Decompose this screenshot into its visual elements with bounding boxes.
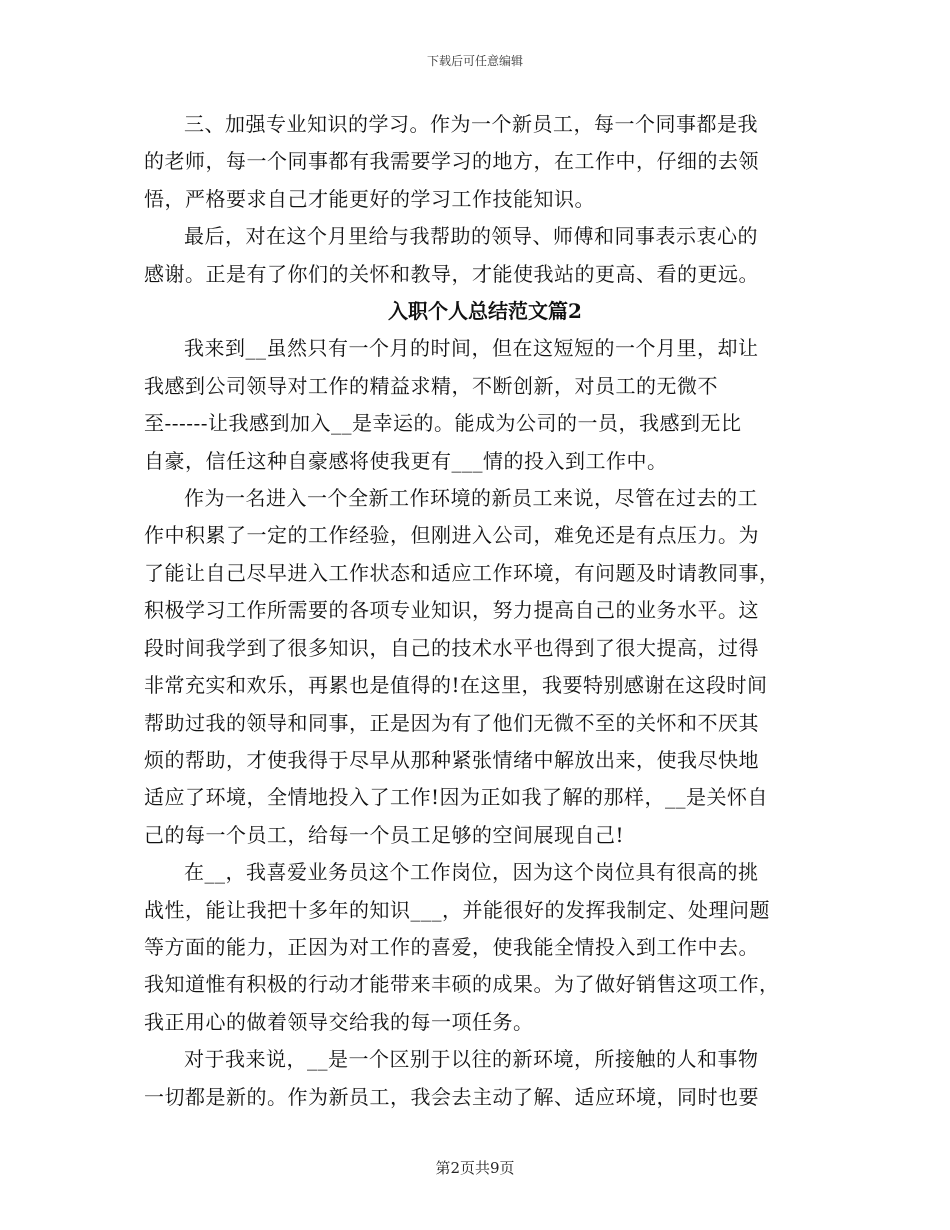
page-number: 第2页共9页 <box>435 1159 515 1177</box>
section-heading: 入职个人总结范文篇2 <box>388 299 582 324</box>
text-line: 了能让自己尽早进入工作状态和适应工作环境，有问题及时请教同事， <box>144 560 780 585</box>
text-line: 一切都是新的。作为新员工，我会去主动了解、适应环境，同时也要 <box>144 1084 759 1109</box>
text-line: 对于我来说，__是一个区别于以往的新环境，所接触的人和事物 <box>184 1047 759 1072</box>
paragraph-thanks <box>144 218 806 293</box>
text-line: 最后，对在这个月里给与我帮助的领导、师傅和同事表示衷心的 <box>184 224 758 249</box>
text-line: 烦的帮助，才使我得于尽早从那种紧张情绪中解放出来，使我尽快地 <box>144 747 759 772</box>
text-line: 我感到公司领导对工作的精益求精，不断创新，对员工的无微不 <box>144 373 718 398</box>
text-line: 在__，我喜爱业务员这个工作岗位，因为这个岗位具有很高的挑 <box>184 860 759 885</box>
text-line: 等方面的能力，正因为对工作的喜爱，使我能全情投入到工作中去。 <box>144 934 759 959</box>
header-text: 下载后可任意编辑 <box>426 54 523 68</box>
text-line: 帮助过我的领导和同事，正是因为有了他们无微不至的关怀和不厌其 <box>144 710 759 735</box>
text-line: 自豪，信任这种自豪感将使我更有___情的投入到工作中。 <box>144 448 668 473</box>
paragraph-environment <box>144 1041 806 1116</box>
text-line: 至------让我感到加入__是幸运的。能成为公司的一员，我感到无比 <box>144 411 742 436</box>
paragraph-study <box>144 106 806 218</box>
text-line: 的老师，每一个同事都有我需要学习的地方，在工作中，仔细的去领 <box>144 149 759 174</box>
page-header <box>0 52 950 69</box>
text-line: 己的每一个员工，给每一个员工足够的空间展现自己! <box>144 822 625 847</box>
text-line: 战性，能让我把十多年的知识___，并能很好的发挥我制定、处理问题 <box>144 897 770 922</box>
text-line: 我来到__虽然只有一个月的时间，但在这短短的一个月里，却让 <box>184 336 759 361</box>
text-line: 段时间我学到了很多知识，自己的技术水平也得到了很大提高，过得 <box>144 635 759 660</box>
page-footer <box>0 1157 950 1178</box>
text-line: 感谢。正是有了你们的关怀和教导，才能使我站的更高、看的更远。 <box>144 261 759 286</box>
paragraph-new-employee <box>144 480 806 854</box>
text-line: 积极学习工作所需要的各项专业知识，努力提高自己的业务水平。这 <box>144 598 759 623</box>
text-line: 非常充实和欢乐，再累也是值得的!在这里，我要特别感谢在这段时间 <box>144 673 768 698</box>
paragraph-intro <box>144 330 806 480</box>
paragraph-position <box>144 854 806 1041</box>
text-line: 我知道惟有积极的行动才能带来丰硕的成果。为了做好销售这项工作， <box>144 972 780 997</box>
document-body <box>144 106 806 1116</box>
text-line: 适应了环境，全情地投入了工作!因为正如我了解的那样，__是关怀自 <box>144 785 769 810</box>
text-line: 作为一名进入一个全新工作环境的新员工来说，尽管在过去的工 <box>184 486 758 511</box>
text-line: 作中积累了一定的工作经验，但刚进入公司，难免还是有点压力。为 <box>144 523 759 548</box>
text-line: 我正用心的做着领导交给我的每一项任务。 <box>144 1009 534 1034</box>
text-line: 悟，严格要求自己才能更好的学习工作技能知识。 <box>144 186 595 211</box>
text-line: 三、加强专业知识的学习。作为一个新员工，每一个同事都是我 <box>184 112 758 136</box>
